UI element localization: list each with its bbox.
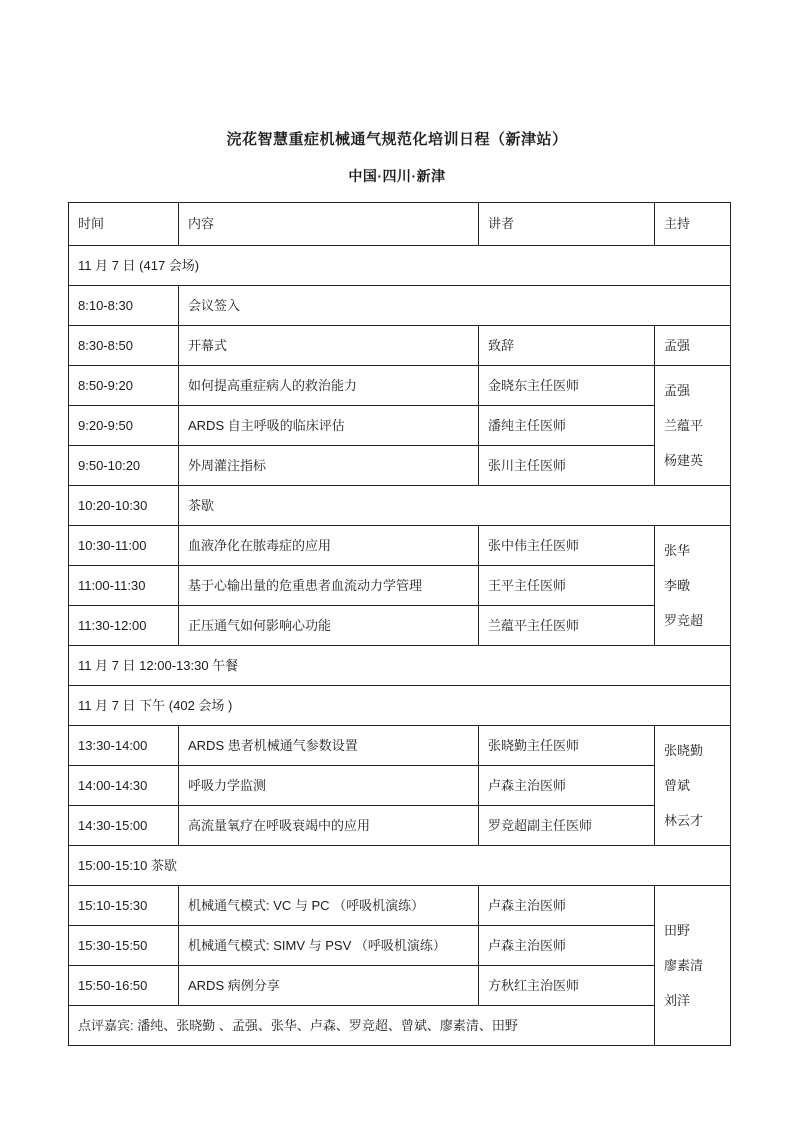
time-cell: 14:00-14:30 bbox=[69, 766, 179, 806]
content-cell: ARDS 患者机械通气参数设置 bbox=[179, 726, 479, 766]
time-cell: 8:10-8:30 bbox=[69, 286, 179, 326]
table-row bbox=[69, 446, 731, 486]
host-name: 张华 bbox=[664, 543, 691, 558]
speaker-cell: 卢森主治医师 bbox=[479, 886, 655, 926]
table-row bbox=[69, 406, 731, 446]
host-name: 田野 bbox=[664, 923, 691, 938]
time-cell: 15:50-16:50 bbox=[69, 966, 179, 1006]
time-cell: 13:30-14:00 bbox=[69, 726, 179, 766]
table-row bbox=[69, 606, 731, 646]
content-cell: 基于心输出量的危重患者血流动力学管理 bbox=[179, 566, 479, 606]
content-cell: 机械通气模式: VC 与 PC （呼吸机演练） bbox=[179, 886, 479, 926]
speaker-cell: 致辞 bbox=[479, 326, 655, 366]
table-row bbox=[69, 766, 731, 806]
section-row-tea bbox=[69, 846, 731, 886]
table-row bbox=[69, 566, 731, 606]
speaker-cell: 卢森主治医师 bbox=[479, 926, 655, 966]
section-label: 11 月 7 日 下午 (402 会场 ) bbox=[69, 686, 731, 726]
section-row-lunch bbox=[69, 646, 731, 686]
host-name: 廖素清 bbox=[664, 958, 704, 973]
col-header-content: 内容 bbox=[179, 203, 479, 246]
time-cell: 8:30-8:50 bbox=[69, 326, 179, 366]
table-row bbox=[69, 366, 731, 406]
host-name: 李暾 bbox=[664, 578, 691, 593]
host-name: 曾斌 bbox=[664, 778, 691, 793]
speaker-cell: 潘纯主任医师 bbox=[479, 406, 655, 446]
speaker-cell: 罗竞超副主任医师 bbox=[479, 806, 655, 846]
host-name: 兰蕴平 bbox=[664, 418, 704, 433]
table-row bbox=[69, 966, 731, 1006]
time-cell: 9:20-9:50 bbox=[69, 406, 179, 446]
time-cell: 15:30-15:50 bbox=[69, 926, 179, 966]
speaker-cell: 卢森主治医师 bbox=[479, 766, 655, 806]
table-row bbox=[69, 926, 731, 966]
speaker-cell: 方秋红主治医师 bbox=[479, 966, 655, 1006]
content-cell: 呼吸力学监测 bbox=[179, 766, 479, 806]
time-cell: 15:10-15:30 bbox=[69, 886, 179, 926]
table-row bbox=[69, 886, 731, 926]
host-name: 罗竞超 bbox=[664, 613, 704, 628]
table-row bbox=[69, 326, 731, 366]
content-cell: ARDS 自主呼吸的临床评估 bbox=[179, 406, 479, 446]
time-cell: 11:00-11:30 bbox=[69, 566, 179, 606]
host-name: 孟强 bbox=[664, 383, 691, 398]
host-name: 杨建英 bbox=[664, 453, 704, 468]
judges-label: 点评嘉宾: 潘纯、张晓勤 、孟强、张华、卢森、罗竞超、曾斌、廖素清、田野 bbox=[69, 1006, 655, 1046]
speaker-cell: 兰蕴平主任医师 bbox=[479, 606, 655, 646]
content-cell: 开幕式 bbox=[179, 326, 479, 366]
host-name: 张晓勤 bbox=[664, 743, 704, 758]
content-cell: 正压通气如何影响心功能 bbox=[179, 606, 479, 646]
schedule-table bbox=[68, 202, 731, 1046]
col-header-time: 时间 bbox=[69, 203, 179, 246]
speaker-cell: 张川主任医师 bbox=[479, 446, 655, 486]
table-row bbox=[69, 726, 731, 766]
section-row-afternoon bbox=[69, 686, 731, 726]
judges-row bbox=[69, 1006, 731, 1046]
section-row-morning bbox=[69, 246, 731, 286]
content-cell: 会议签入 bbox=[179, 286, 731, 326]
section-label: 11 月 7 日 (417 会场) bbox=[69, 246, 731, 286]
table-row bbox=[69, 806, 731, 846]
time-cell: 10:30-11:00 bbox=[69, 526, 179, 566]
content-cell: 机械通气模式: SIMV 与 PSV （呼吸机演练） bbox=[179, 926, 479, 966]
time-cell: 10:20-10:30 bbox=[69, 486, 179, 526]
speaker-cell: 张晓勤主任医师 bbox=[479, 726, 655, 766]
section-label: 15:00-15:10 茶歇 bbox=[69, 846, 731, 886]
host-name: 刘洋 bbox=[664, 993, 691, 1008]
table-row bbox=[69, 286, 731, 326]
time-cell: 11:30-12:00 bbox=[69, 606, 179, 646]
section-label: 11 月 7 日 12:00-13:30 午餐 bbox=[69, 646, 731, 686]
time-cell: 9:50-10:20 bbox=[69, 446, 179, 486]
host-group-cell bbox=[655, 886, 731, 1046]
col-header-speaker: 讲者 bbox=[479, 203, 655, 246]
document-subtitle: 中国·四川·新津 bbox=[348, 168, 446, 184]
content-cell: 如何提高重症病人的救治能力 bbox=[179, 366, 479, 406]
host-group-cell bbox=[655, 726, 731, 846]
host-name: 林云才 bbox=[664, 813, 704, 828]
speaker-cell: 张中伟主任医师 bbox=[479, 526, 655, 566]
table-row bbox=[69, 526, 731, 566]
speaker-cell: 王平主任医师 bbox=[479, 566, 655, 606]
time-cell: 8:50-9:20 bbox=[69, 366, 179, 406]
content-cell: 茶歇 bbox=[179, 486, 731, 526]
host-cell: 孟强 bbox=[655, 326, 731, 366]
content-cell: 血液净化在脓毒症的应用 bbox=[179, 526, 479, 566]
document-title: 浣花智慧重症机械通气规范化培训日程（新津站） bbox=[226, 131, 568, 148]
table-row-break bbox=[69, 486, 731, 526]
time-cell: 14:30-15:00 bbox=[69, 806, 179, 846]
host-group-cell bbox=[655, 366, 731, 486]
col-header-host: 主持 bbox=[655, 203, 731, 246]
table-header-row bbox=[69, 203, 731, 246]
speaker-cell: 金晓东主任医师 bbox=[479, 366, 655, 406]
content-cell: 外周灌注指标 bbox=[179, 446, 479, 486]
content-cell: ARDS 病例分享 bbox=[179, 966, 479, 1006]
content-cell: 高流量氧疗在呼吸衰竭中的应用 bbox=[179, 806, 479, 846]
host-group-cell bbox=[655, 526, 731, 646]
